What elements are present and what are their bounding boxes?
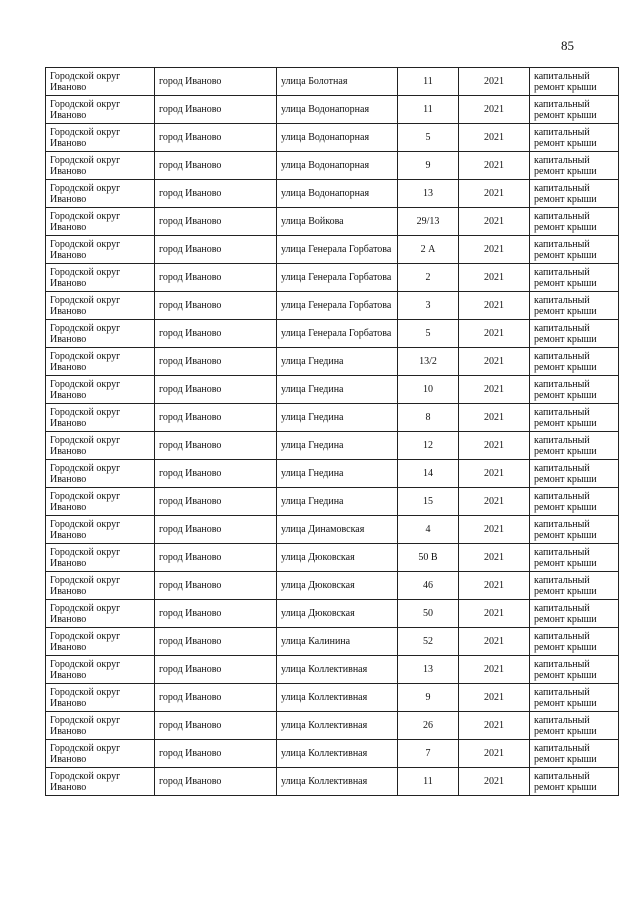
locality-cell: город Иваново — [155, 684, 277, 712]
house-number-cell: 52 — [398, 628, 459, 656]
house-number-cell: 11 — [398, 68, 459, 96]
table-row — [46, 124, 619, 152]
locality-cell: город Иваново — [155, 68, 277, 96]
year-cell: 2021 — [459, 684, 530, 712]
house-number-cell: 10 — [398, 376, 459, 404]
street-cell: улица Коллективная — [277, 684, 398, 712]
table-row — [46, 712, 619, 740]
table-row — [46, 180, 619, 208]
work-type-cell: капитальный ремонт крыши — [530, 628, 619, 656]
district-cell: Городской округ Иваново — [46, 432, 155, 460]
street-cell: улица Дюковская — [277, 544, 398, 572]
street-cell: улица Дюковская — [277, 572, 398, 600]
table-row — [46, 460, 619, 488]
locality-cell: город Иваново — [155, 740, 277, 768]
work-type-cell: капитальный ремонт крыши — [530, 152, 619, 180]
street-cell: улица Динамовская — [277, 516, 398, 544]
year-cell: 2021 — [459, 96, 530, 124]
district-cell: Городской округ Иваново — [46, 124, 155, 152]
locality-cell: город Иваново — [155, 320, 277, 348]
street-cell: улица Водонапорная — [277, 152, 398, 180]
street-cell: улица Генерала Горбатова — [277, 264, 398, 292]
work-type-cell: капитальный ремонт крыши — [530, 292, 619, 320]
house-number-cell: 13/2 — [398, 348, 459, 376]
locality-cell: город Иваново — [155, 712, 277, 740]
year-cell: 2021 — [459, 208, 530, 236]
district-cell: Городской округ Иваново — [46, 152, 155, 180]
house-number-cell: 11 — [398, 768, 459, 796]
year-cell: 2021 — [459, 460, 530, 488]
work-type-cell: капитальный ремонт крыши — [530, 544, 619, 572]
table-row — [46, 376, 619, 404]
house-number-cell: 8 — [398, 404, 459, 432]
work-type-cell: капитальный ремонт крыши — [530, 684, 619, 712]
street-cell: улица Генерала Горбатова — [277, 236, 398, 264]
year-cell: 2021 — [459, 124, 530, 152]
work-type-cell: капитальный ремонт крыши — [530, 600, 619, 628]
locality-cell: город Иваново — [155, 488, 277, 516]
house-number-cell: 15 — [398, 488, 459, 516]
locality-cell: город Иваново — [155, 572, 277, 600]
district-cell: Городской округ Иваново — [46, 460, 155, 488]
house-number-cell: 7 — [398, 740, 459, 768]
table-row — [46, 348, 619, 376]
year-cell: 2021 — [459, 264, 530, 292]
table-row — [46, 656, 619, 684]
street-cell: улица Коллективная — [277, 768, 398, 796]
year-cell: 2021 — [459, 572, 530, 600]
house-number-cell: 9 — [398, 152, 459, 180]
registry-table — [45, 67, 619, 796]
work-type-cell: капитальный ремонт крыши — [530, 404, 619, 432]
year-cell: 2021 — [459, 404, 530, 432]
locality-cell: город Иваново — [155, 376, 277, 404]
house-number-cell: 29/13 — [398, 208, 459, 236]
work-type-cell: капитальный ремонт крыши — [530, 460, 619, 488]
table-row — [46, 684, 619, 712]
district-cell: Городской округ Иваново — [46, 376, 155, 404]
house-number-cell: 13 — [398, 180, 459, 208]
work-type-cell: капитальный ремонт крыши — [530, 68, 619, 96]
district-cell: Городской округ Иваново — [46, 572, 155, 600]
work-type-cell: капитальный ремонт крыши — [530, 768, 619, 796]
locality-cell: город Иваново — [155, 96, 277, 124]
table-body — [46, 68, 619, 796]
work-type-cell: капитальный ремонт крыши — [530, 572, 619, 600]
locality-cell: город Иваново — [155, 656, 277, 684]
work-type-cell: капитальный ремонт крыши — [530, 236, 619, 264]
work-type-cell: капитальный ремонт крыши — [530, 712, 619, 740]
house-number-cell: 14 — [398, 460, 459, 488]
locality-cell: город Иваново — [155, 124, 277, 152]
year-cell: 2021 — [459, 320, 530, 348]
district-cell: Городской округ Иваново — [46, 96, 155, 124]
house-number-cell: 11 — [398, 96, 459, 124]
table-row — [46, 68, 619, 96]
district-cell: Городской округ Иваново — [46, 264, 155, 292]
street-cell: улица Гнедина — [277, 376, 398, 404]
locality-cell: город Иваново — [155, 460, 277, 488]
locality-cell: город Иваново — [155, 152, 277, 180]
district-cell: Городской округ Иваново — [46, 488, 155, 516]
street-cell: улица Генерала Горбатова — [277, 292, 398, 320]
district-cell: Городской округ Иваново — [46, 656, 155, 684]
district-cell: Городской округ Иваново — [46, 544, 155, 572]
work-type-cell: капитальный ремонт крыши — [530, 264, 619, 292]
locality-cell: город Иваново — [155, 516, 277, 544]
house-number-cell: 50 — [398, 600, 459, 628]
street-cell: улица Гнедина — [277, 348, 398, 376]
table-row — [46, 544, 619, 572]
locality-cell: город Иваново — [155, 236, 277, 264]
table-row — [46, 432, 619, 460]
table-row — [46, 600, 619, 628]
house-number-cell: 3 — [398, 292, 459, 320]
locality-cell: город Иваново — [155, 292, 277, 320]
district-cell: Городской округ Иваново — [46, 320, 155, 348]
work-type-cell: капитальный ремонт крыши — [530, 488, 619, 516]
year-cell: 2021 — [459, 768, 530, 796]
year-cell: 2021 — [459, 516, 530, 544]
locality-cell: город Иваново — [155, 180, 277, 208]
house-number-cell: 46 — [398, 572, 459, 600]
street-cell: улица Гнедина — [277, 488, 398, 516]
locality-cell: город Иваново — [155, 208, 277, 236]
work-type-cell: капитальный ремонт крыши — [530, 376, 619, 404]
district-cell: Городской округ Иваново — [46, 768, 155, 796]
street-cell: улица Коллективная — [277, 712, 398, 740]
table-row — [46, 264, 619, 292]
locality-cell: город Иваново — [155, 404, 277, 432]
work-type-cell: капитальный ремонт крыши — [530, 180, 619, 208]
year-cell: 2021 — [459, 292, 530, 320]
year-cell: 2021 — [459, 432, 530, 460]
street-cell: улица Водонапорная — [277, 124, 398, 152]
house-number-cell: 5 — [398, 124, 459, 152]
work-type-cell: капитальный ремонт крыши — [530, 348, 619, 376]
year-cell: 2021 — [459, 68, 530, 96]
district-cell: Городской округ Иваново — [46, 684, 155, 712]
district-cell: Городской округ Иваново — [46, 292, 155, 320]
year-cell: 2021 — [459, 544, 530, 572]
house-number-cell: 5 — [398, 320, 459, 348]
page-number: 85 — [561, 38, 574, 53]
street-cell: улица Коллективная — [277, 656, 398, 684]
table-row — [46, 404, 619, 432]
table-row — [46, 208, 619, 236]
year-cell: 2021 — [459, 656, 530, 684]
locality-cell: город Иваново — [155, 348, 277, 376]
house-number-cell: 9 — [398, 684, 459, 712]
street-cell: улица Водонапорная — [277, 180, 398, 208]
year-cell: 2021 — [459, 348, 530, 376]
district-cell: Городской округ Иваново — [46, 628, 155, 656]
street-cell: улица Генерала Горбатова — [277, 320, 398, 348]
district-cell: Городской округ Иваново — [46, 600, 155, 628]
year-cell: 2021 — [459, 152, 530, 180]
street-cell: улица Войкова — [277, 208, 398, 236]
table-row — [46, 488, 619, 516]
district-cell: Городской округ Иваново — [46, 740, 155, 768]
year-cell: 2021 — [459, 180, 530, 208]
table-row — [46, 516, 619, 544]
street-cell: улица Коллективная — [277, 740, 398, 768]
work-type-cell: капитальный ремонт крыши — [530, 124, 619, 152]
house-number-cell: 12 — [398, 432, 459, 460]
house-number-cell: 2 — [398, 264, 459, 292]
locality-cell: город Иваново — [155, 628, 277, 656]
table-row — [46, 292, 619, 320]
street-cell: улица Гнедина — [277, 460, 398, 488]
table-row — [46, 768, 619, 796]
work-type-cell: капитальный ремонт крыши — [530, 740, 619, 768]
work-type-cell: капитальный ремонт крыши — [530, 96, 619, 124]
year-cell: 2021 — [459, 740, 530, 768]
street-cell: улица Калинина — [277, 628, 398, 656]
district-cell: Городской округ Иваново — [46, 348, 155, 376]
street-cell: улица Водонапорная — [277, 96, 398, 124]
house-number-cell: 13 — [398, 656, 459, 684]
work-type-cell: капитальный ремонт крыши — [530, 656, 619, 684]
table-row — [46, 572, 619, 600]
year-cell: 2021 — [459, 628, 530, 656]
year-cell: 2021 — [459, 488, 530, 516]
table-row — [46, 628, 619, 656]
street-cell: улица Болотная — [277, 68, 398, 96]
district-cell: Городской округ Иваново — [46, 712, 155, 740]
house-number-cell: 4 — [398, 516, 459, 544]
street-cell: улица Гнедина — [277, 432, 398, 460]
locality-cell: город Иваново — [155, 544, 277, 572]
work-type-cell: капитальный ремонт крыши — [530, 208, 619, 236]
house-number-cell: 50 В — [398, 544, 459, 572]
street-cell: улица Гнедина — [277, 404, 398, 432]
district-cell: Городской округ Иваново — [46, 208, 155, 236]
district-cell: Городской округ Иваново — [46, 404, 155, 432]
street-cell: улица Дюковская — [277, 600, 398, 628]
year-cell: 2021 — [459, 376, 530, 404]
table-row — [46, 236, 619, 264]
district-cell: Городской округ Иваново — [46, 68, 155, 96]
work-type-cell: капитальный ремонт крыши — [530, 432, 619, 460]
table-row — [46, 320, 619, 348]
locality-cell: город Иваново — [155, 264, 277, 292]
district-cell: Городской округ Иваново — [46, 236, 155, 264]
locality-cell: город Иваново — [155, 600, 277, 628]
year-cell: 2021 — [459, 712, 530, 740]
district-cell: Городской округ Иваново — [46, 180, 155, 208]
year-cell: 2021 — [459, 600, 530, 628]
locality-cell: город Иваново — [155, 768, 277, 796]
work-type-cell: капитальный ремонт крыши — [530, 516, 619, 544]
table-row — [46, 96, 619, 124]
locality-cell: город Иваново — [155, 432, 277, 460]
district-cell: Городской округ Иваново — [46, 516, 155, 544]
house-number-cell: 26 — [398, 712, 459, 740]
house-number-cell: 2 А — [398, 236, 459, 264]
table-row — [46, 152, 619, 180]
year-cell: 2021 — [459, 236, 530, 264]
table-row — [46, 740, 619, 768]
work-type-cell: капитальный ремонт крыши — [530, 320, 619, 348]
